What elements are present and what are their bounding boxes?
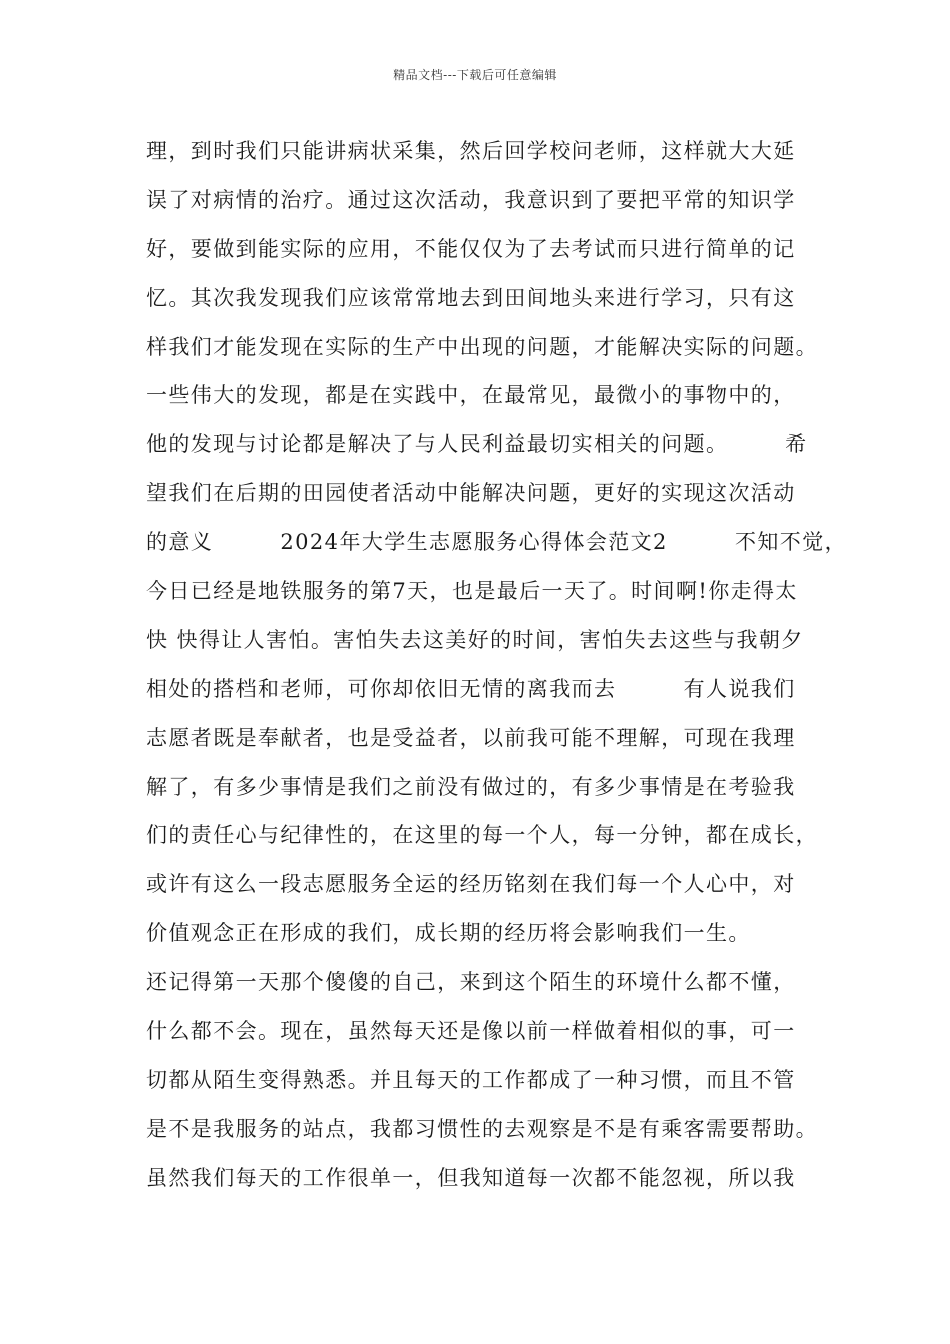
text-line: 切都从陌生变得熟悉。并且每天的工作都成了一种习惯，而且不管 (146, 1067, 796, 1092)
text-line: 的意义 2024年大学生志愿服务心得体会范文2 不知不觉， (146, 530, 848, 555)
text-line: 忆。其次我发现我们应该常常地去到田间地头来进行学习，只有这 (146, 285, 796, 310)
text-line: 解了，有多少事情是我们之前没有做过的，有多少事情是在考验我 (146, 774, 796, 799)
text-line: 志愿者既是奉献者，也是受益者，以前我可能不理解，可现在我理 (146, 725, 796, 750)
page-header: 精品文档---下载后可任意编辑 (393, 68, 557, 82)
text-line: 或许有这么一段志愿服务全运的经历铭刻在我们每一个人心中，对 (146, 872, 796, 897)
text-line: 今日已经是地铁服务的第7天，也是最后一天了。时间啊!你走得太 (146, 579, 798, 604)
text-line: 快 快得让人害怕。害怕失去这美好的时间，害怕失去这些与我朝夕 (146, 627, 804, 652)
document-body (146, 132, 848, 1208)
text-line: 他的发现与讨论都是解决了与人民利益最切实相关的问题。 希 (146, 432, 808, 457)
text-line: 价值观念正在形成的我们，成长期的经历将会影响我们一生。 (146, 921, 751, 946)
text-line: 是不是我服务的站点，我都习惯性的去观察是不是有乘客需要帮助。 (146, 1116, 818, 1141)
text-line: 好，要做到能实际的应用，不能仅仅为了去考试而只进行简单的记 (146, 236, 796, 261)
text-line: 望我们在后期的田园使者活动中能解决问题，更好的实现这次活动 (146, 481, 796, 506)
text-line: 什么都不会。现在，虽然每天还是像以前一样做着相似的事，可一 (146, 1019, 796, 1044)
text-line: 误了对病情的治疗。通过这次活动，我意识到了要把平常的知识学 (146, 187, 796, 212)
text-line: 相处的搭档和老师，可你却依旧无情的离我而去 有人说我们 (146, 676, 796, 701)
text-line: 还记得第一天那个傻傻的自己，来到这个陌生的环境什么都不懂， (146, 970, 796, 995)
text-line: 理，到时我们只能讲病状采集，然后回学校问老师，这样就大大延 (146, 139, 796, 163)
text-line: 样我们才能发现在实际的生产中出现的问题，才能解决实际的问题。 (146, 334, 818, 359)
text-line: 们的责任心与纪律性的，在这里的每一个人，每一分钟，都在成长， (146, 823, 818, 848)
text-line: 一些伟大的发现，都是在实践中，在最常见，最微小的事物中的， (146, 383, 796, 408)
text-line: 虽然我们每天的工作很单一，但我知道每一次都不能忽视，所以我 (146, 1165, 796, 1190)
